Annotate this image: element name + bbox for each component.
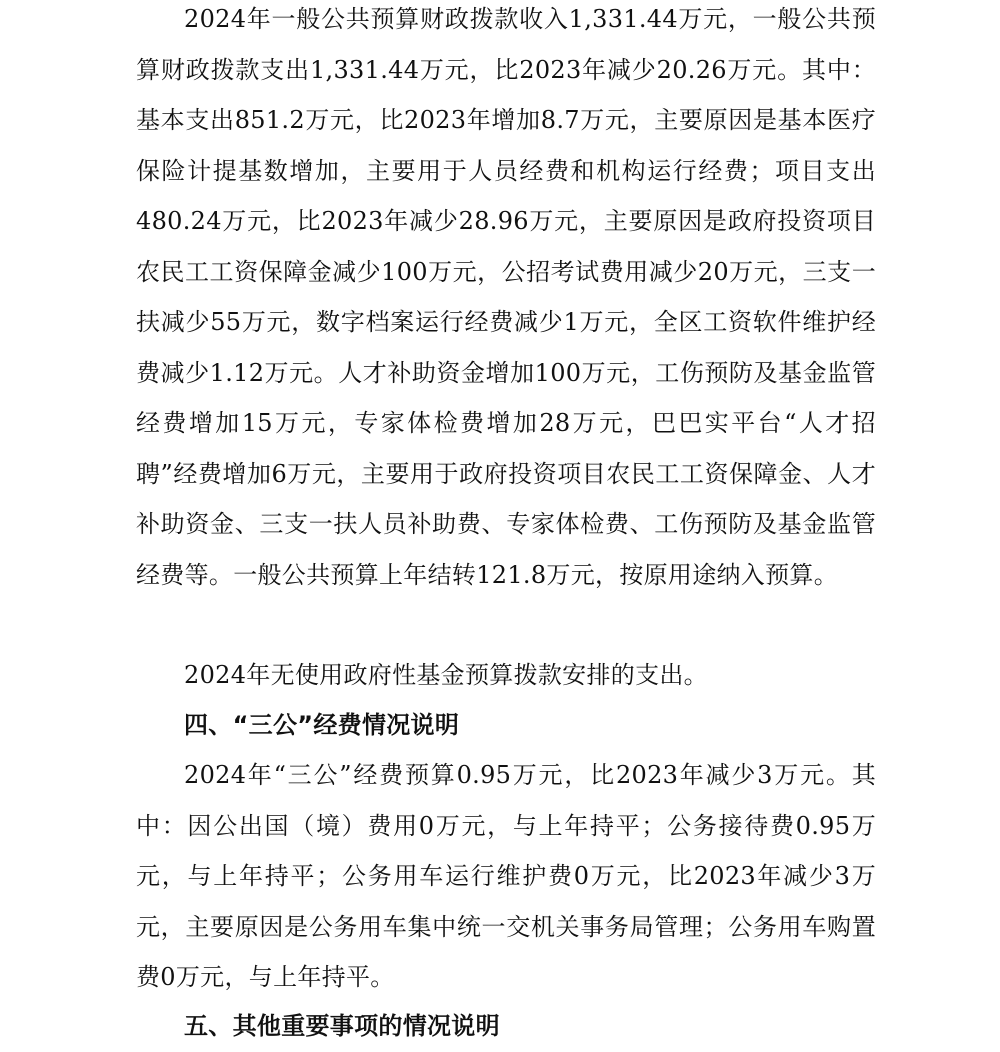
paragraph-sangong: 2024年“三公”经费预算0.95万元，比2023年减少3万元。其中：因公出国（境）费用0万元，与上年持平；公务接待费0.95万元，与上年持平；公务用车运行维护费0万元，比2023年减少3万元，主要原因是公务用车集中统一交机关事务局管理；公务用车购置费0万元，与上年持平。 — [136, 761, 876, 991]
paragraph-government-fund: 2024年无使用政府性基金预算拨款安排的支出。 — [184, 661, 708, 689]
paragraph-budget: 2024年一般公共预算财政拨款收入1,331.44万元，一般公共预算财政拨款支出1,331.44万元，比2023年减少20.26万元。其中：基本支出851.2万元，比2023年增加8.7万元，主要原因是基本医疗保险计提基数增加，主要用于人员经费和机构运行经费；项目支出480.24万元，比2023年减少28.96万元，主要原因是政府投资项目农民工工资保障金减少100万元，公招考试费用减少20万元，三支一扶减少55万元，数字档案运行经费减少1万元，全区工资软件维护经费减少1.12万元。人才补助资金增加100万元，工伤预防及基金监管经费增加15万元，专家体检费增加28万元，巴巴实平台“人才招聘”经费增加6万元，主要用于政府投资项目农民工工资保障金、人才补助资金、三支一扶人员补助费、专家体检费、工伤预防及基金监管经费等。一般公共预算上年结转121.8万元，按原用途纳入预算。 — [136, 5, 876, 589]
section-heading-sangong: 四、“三公”经费情况说明 — [184, 711, 460, 739]
section-heading-other-matters: 五、其他重要事项的情况说明 — [184, 1012, 500, 1040]
